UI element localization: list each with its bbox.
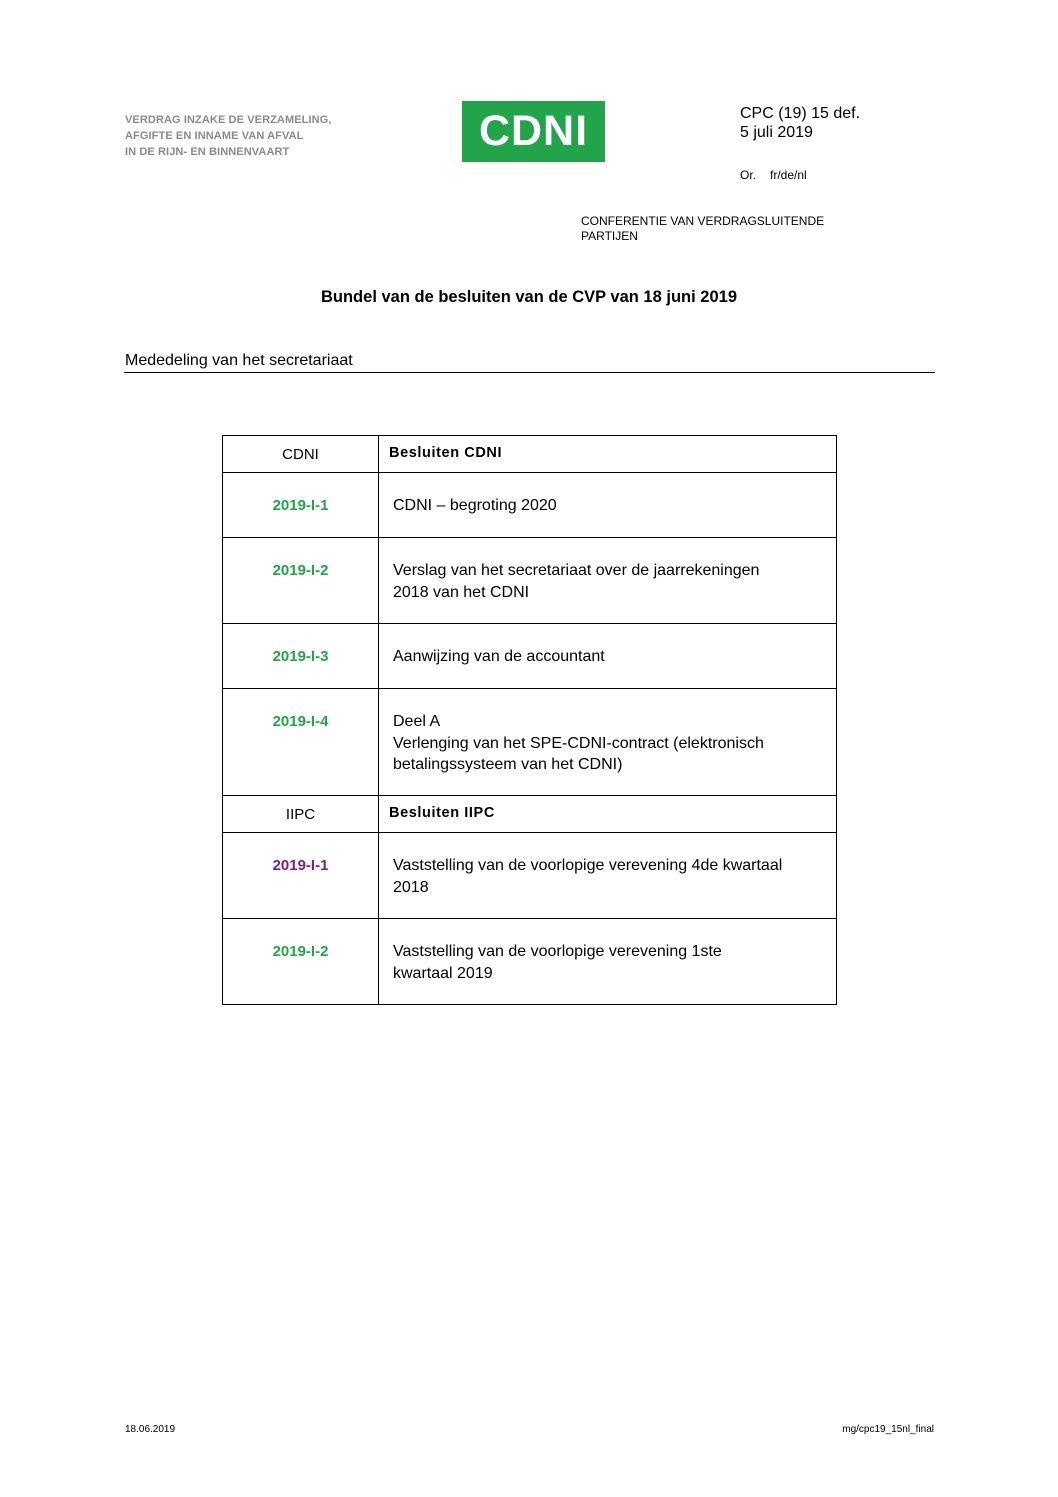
- section-code: IIPC: [223, 796, 379, 833]
- decision-title-line: CDNI – begroting 2020: [393, 497, 557, 514]
- subheading-rule: [124, 372, 935, 373]
- document-title: Bundel van de besluiten van de CVP van 18 juni 2019: [320, 288, 737, 306]
- section-heading: Besluiten CDNI: [379, 436, 837, 473]
- decision-title: [379, 919, 837, 1005]
- decisions-table: [222, 435, 837, 1005]
- decision-code: 2019-I-3: [223, 624, 379, 689]
- table-row: [223, 689, 837, 796]
- decision-title-line: kwartaal 2019: [393, 964, 493, 982]
- decision-title-line: Aanwijzing van de accountant: [393, 648, 605, 665]
- table-row: [223, 833, 837, 919]
- section-heading: Besluiten IIPC: [379, 796, 837, 833]
- cdni-logo-text: CDNI: [478, 107, 589, 155]
- footer-file-reference: mg/cpc19_15nl_final: [842, 1424, 934, 1435]
- table-row: [223, 919, 837, 1005]
- decision-code: 2019-I-2: [223, 919, 379, 1005]
- table-row: [223, 624, 837, 689]
- decision-title-line: Vaststelling van de voorlopige verevening 4de kwartaal: [393, 857, 783, 874]
- decision-title-line: Vaststelling van de voorlopige verevening 1ste: [393, 943, 722, 960]
- decision-title-line: Deel A: [393, 713, 441, 730]
- document-number: CPC (19) 15 def.: [740, 105, 861, 122]
- footer-date: 18.06.2019: [125, 1424, 176, 1435]
- conference-name-line-2: PARTIJEN: [581, 229, 638, 243]
- decision-title: [379, 473, 837, 538]
- decision-title-line: Verslag van het secretariaat over de jaarrekeningen: [393, 562, 760, 579]
- decision-title-line: 2018 van het CDNI: [393, 583, 530, 601]
- section-header-iipc: [223, 796, 837, 833]
- original-languages: [740, 168, 807, 182]
- decision-title-line: 2018: [393, 878, 429, 896]
- table-row: [223, 538, 837, 624]
- decision-title: [379, 833, 837, 919]
- table-row: [223, 473, 837, 538]
- decision-code: 2019-I-4: [223, 689, 379, 796]
- decision-title-line: betalingssysteem van het CDNI): [393, 756, 623, 773]
- convention-name: [125, 112, 425, 160]
- convention-name-line-2: AFGIFTE EN INNAME VAN AFVAL: [125, 130, 304, 142]
- conference-name-line-1: CONFERENTIE VAN VERDRAGSLUITENDE: [581, 214, 825, 228]
- decision-code: 2019-I-1: [223, 833, 379, 919]
- decision-code: 2019-I-2: [223, 538, 379, 624]
- document-reference: [740, 104, 860, 142]
- original-languages-value: fr/de/nl: [770, 168, 807, 182]
- convention-name-line-1: VERDRAG INZAKE DE VERZAMELING,: [125, 114, 332, 126]
- decision-title: [379, 624, 837, 689]
- section-header-cdni: [223, 436, 837, 473]
- conference-name: [581, 214, 824, 244]
- decision-title: [379, 538, 837, 624]
- decision-code: 2019-I-1: [223, 473, 379, 538]
- convention-name-line-3: IN DE RIJN- EN BINNENVAART: [125, 146, 290, 158]
- original-label: Or.: [740, 168, 757, 182]
- subheading: Mededeling van het secretariaat: [125, 352, 353, 369]
- decision-title-line: Verlenging van het SPE-CDNI-contract (elektronisch: [393, 734, 764, 752]
- section-code: CDNI: [223, 436, 379, 473]
- document-date: 5 juli 2019: [740, 124, 813, 141]
- cdni-logo: [462, 101, 605, 162]
- decision-title: [379, 689, 837, 796]
